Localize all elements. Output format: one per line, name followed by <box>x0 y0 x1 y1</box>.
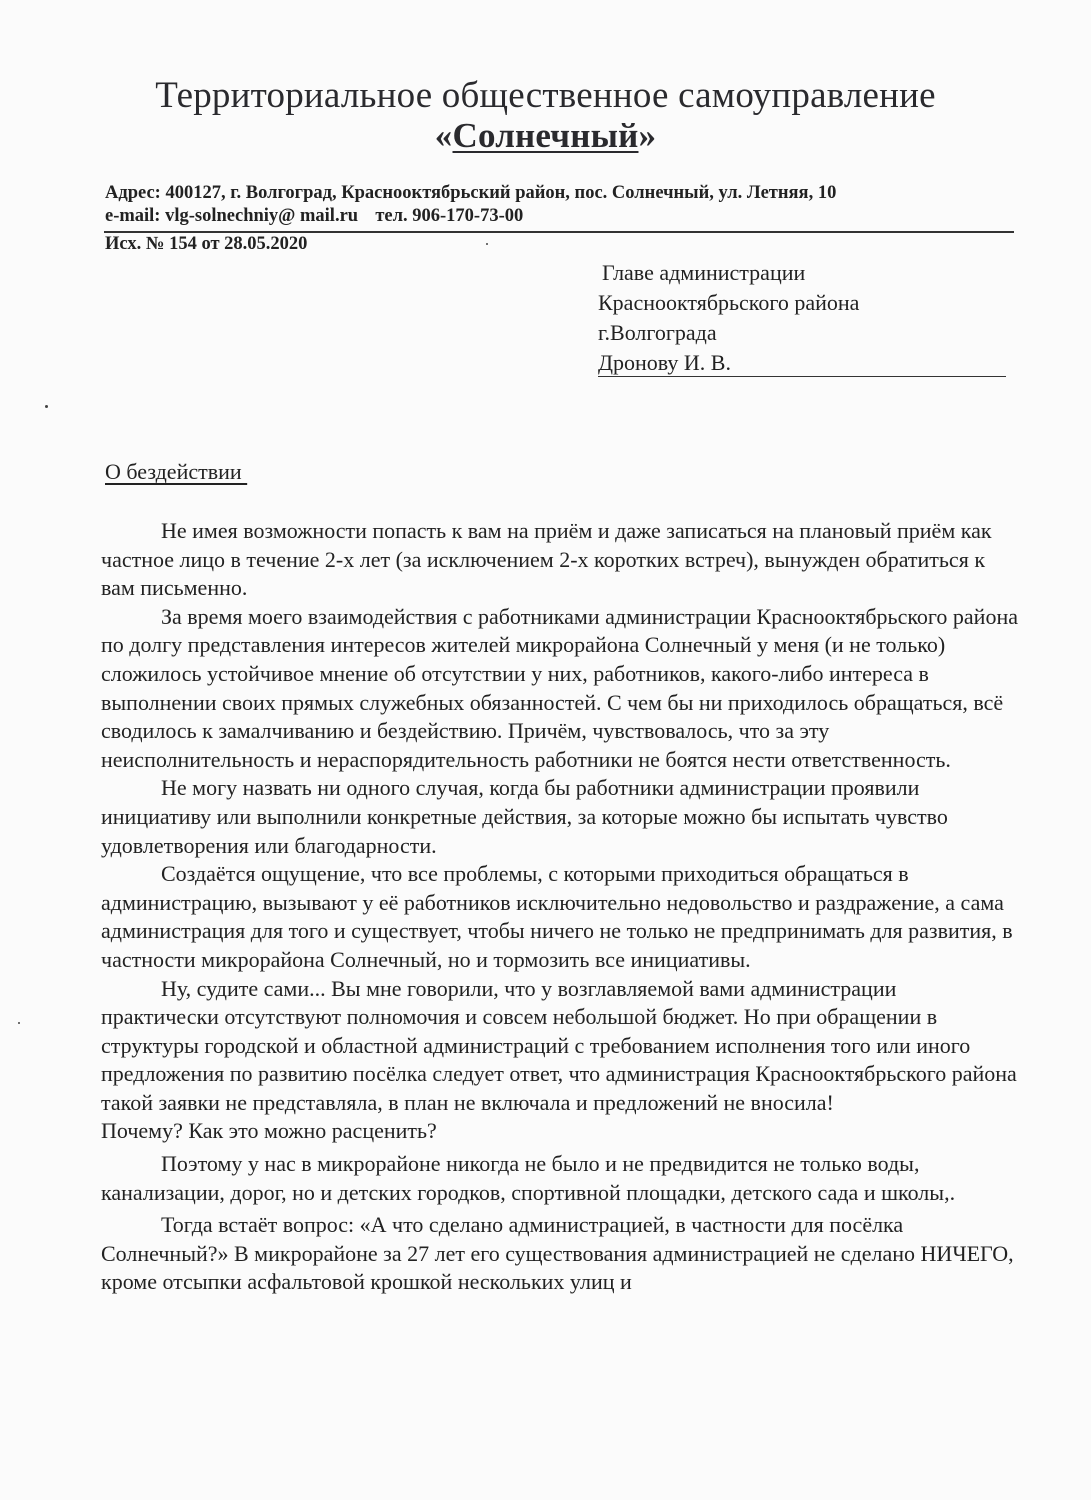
addressee-name: Дронову И. В. <box>598 350 1006 377</box>
email-address: vlg-solnechniy@ mail.ru <box>165 206 359 226</box>
email-label: e-mail: <box>105 206 161 226</box>
addressee-position: Главе администрации <box>602 260 806 285</box>
contact-block <box>105 182 836 228</box>
scan-speck <box>45 405 48 408</box>
scan-speck <box>486 243 488 245</box>
body-paragraph: Поэтому у нас в микрорайоне никогда не было и не предвидится не только воды, канализации, дорог, но и детских городков, спортивной площадки, детского сада и школы,. <box>101 1151 956 1205</box>
addressee-district: Краснооктябрьского района <box>598 290 860 315</box>
body-paragraph: Ну, судите сами... Вы мне говорили, что у возглавляемой вами администрации практически отсутствуют полномочия и совсем небольшой бюджет. Но при обращении в структуры городской и областной администраций с требованием исполнения того или иного предложения по развитию посёлка следует ответ, что администрация Краснооктябрьского района такой заявки не представляла, в план не включала и предложений не вносила! <box>101 975 1017 1115</box>
header-divider <box>104 231 1014 233</box>
organization-type: Территориальное общественное самоуправление <box>155 75 936 116</box>
body-paragraph: Не имея возможности попасть к вам на приём и даже записаться на плановый приём как частное лицо в течение 2-х лет (за исключением 2-х коротких встреч), вынужден обратиться к вам письменно. <box>101 518 992 601</box>
body-paragraph: Создаётся ощущение, что все проблемы, с которыми приходиться обращаться в администрацию, вызывают у её работников исключительно недовольство и раздражение, а сама администрация для того и существует, чтобы ничего не только не предпринимать для развития, в частности микрорайона Солнечный, но и тормозить все инициативы. <box>101 861 1013 972</box>
address-line: Адрес: 400127, г. Волгоград, Краснооктябрьский район, пос. Солнечный, ул. Летняя, 10 <box>105 183 837 203</box>
outgoing-reference <box>105 234 307 255</box>
quote-open: « <box>434 116 453 155</box>
organization-name-line <box>0 116 1091 156</box>
outgoing-date: от 28.05.2020 <box>201 234 308 254</box>
body-question: Почему? Как это можно расценить? <box>101 1118 437 1144</box>
letter-body <box>101 517 1019 1297</box>
scan-speck <box>18 1022 20 1024</box>
body-paragraph: За время моего взаимодействия с работниками администрации Краснооктябрьского района по долгу представления интересов жителей микрорайона Солнечный у меня (и не только) сложилось устойчивое мнение об отсутствии у них, работников, какого-либо интереса в выполнении своих прямых служебных обязанностей. С чем бы ни приходилось обращаться, всё сводилось к замалчиванию и бездействию. Причём, чувствовалось, что за эту неисполнительность и нераспорядительность работники не боятся нести ответственность. <box>101 603 1018 772</box>
letter-subject: О бездействии <box>105 459 248 484</box>
outgoing-number: 154 <box>169 234 197 254</box>
addressee-block <box>598 258 1006 378</box>
quote-close: » <box>638 116 657 155</box>
phone-number: тел. 906-170-73-00 <box>375 206 524 226</box>
body-paragraph: Тогда встаёт вопрос: «А что сделано администрацией, в частности для посёлка Солнечный?» В микрорайоне за 27 лет его существования администрацией не сделано НИЧЕГО, кроме отсыпки асфальтовой крошкой нескольких улиц и <box>101 1212 1014 1295</box>
email-phone-line <box>105 205 836 228</box>
body-paragraph: Не могу назвать ни одного случая, когда бы работники администрации проявили инициативу или выполнили конкретные действия, за которые можно бы испытать чувство удовлетворения или благодарности. <box>101 775 948 858</box>
organization-name: Солнечный <box>452 116 639 155</box>
outgoing-label: Исх. № <box>105 234 165 254</box>
addressee-city: г.Волгограда <box>598 320 717 345</box>
